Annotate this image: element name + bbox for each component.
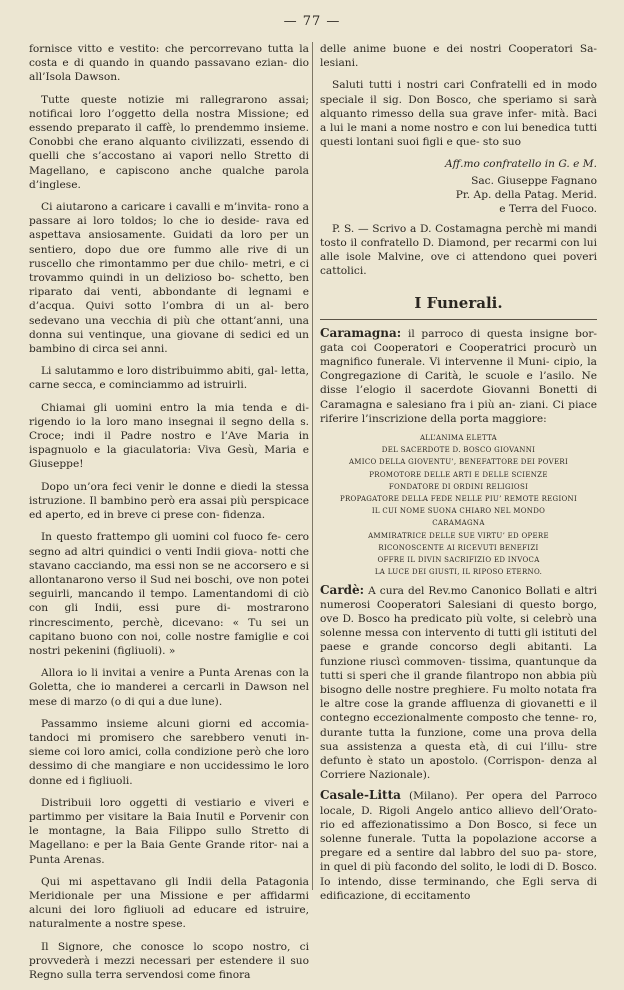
inscription-line: RICONOSCENTE AI RICEVUTI BENEFIZI [378, 543, 539, 552]
funeral-entry [320, 788, 597, 903]
funeral-entry [320, 583, 597, 783]
paragraph: In questo frattempo gli uomini col fuoco fe- cero segno ad altri quindici o venti Indii giova- notti che stavano cacciando, ma essi non se ne accorsero e si allontanarono verso il Sud nei boschi, ove non potei seguirli, mancando il tempo. Lamentandomi di ciò con gli Indii, essi pure di- mostrarono rincrescimento, perchè, dicevano: « Tu sei un capitano buono con noi, colle nostre famiglie e coi nostri pekenini (figliuoli). » [29, 531, 309, 657]
signature-title: e Terra del Fuoco. [499, 202, 597, 215]
paragraph: Tutte queste notizie mi rallegrarono assai; notificai loro l’oggetto della nostra Missione; ed essendo preparato il caffè, lo prendemmo insieme. Conobbi che erano alquanto civilizzati, essendo di quelli che s’accostano ai vapori nello Stretto di Magellano, e capiscono anche qualche parola d’inglese. [29, 93, 309, 191]
paragraph: Ci aiutarono a caricare i cavalli e m’invita- rono a passare ai loro toldos; lo che io deside- rava ed aspettava ansiosamente. Guidati da loro per un sentiero, dopo due ore fummo alle rive di un ruscello che rimontammo per due chilo- metri, e ci trovammo quindi in un delizioso bo- schetto, ben riparato dai venti, abbondante di legnami e d’acqua. Quivi sotto l’ombra di un al- bero sedevano una vecchia di più che ottant’anni, una donna sui ventinque, una giovane di sedici ed un bambino di circa sei anni. [29, 201, 309, 356]
inscription-line: AMICO DELLA GIOVENTU’, BENEFATTORE DEI POVERI [348, 458, 569, 467]
postscript: P. S. — Scrivo a D. Costamagna perchè mi mandi tosto il confratello D. Diamond, per recarmi con lui alle isole Malvine, ove ci attendono quei poveri cattolici. [320, 222, 597, 278]
inscription-line: PROPAGATORE DELLA FEDE NELLE PIU’ REMOTE REGIONI [339, 495, 578, 504]
paragraph: Li salutammo e loro distribuimmo abiti, gal- letta, carne secca, e cominciammo ad istruirli. [29, 365, 309, 392]
paragraph: delle anime buone e dei nostri Cooperatori Sa- lesiani. [320, 43, 597, 70]
inscription-line: DEL SACERDOTE D. BOSCO GIOVANNI [381, 446, 536, 455]
paragraph: Saluti tutti i nostri cari Confratelli ed in modo speciale il sig. Don Bosco, che speriamo si sarà alquanto rimesso della sua grave infer- mità. Baci a lui le mani a nome nostro e con lui benedica tutti questi lontani suoi figli e que- sto suo [320, 79, 597, 149]
entry-text: (Milano). Per opera del Parroco locale, D. Rigoli Angelo antico allievo dell’Orato- rio ed affezionatissimo a Don Bosco, si fece un solenne funerale. Tutta la popolazione accorse a pregare ed a sentire dal labbro del suo pa- store, in quel di più facondo del solito, le lodi di D. Bosco. Io intendo, disse terminando, che Egli serva di edificazione, di eccitamento [320, 790, 597, 902]
right-column [320, 42, 597, 909]
paragraph: Dopo un’ora feci venir le donne e diedi la stessa istruzione. Il bambino però era assai più perspicace ed aperto, ed in breve ci prese con- fidenza. [29, 480, 309, 522]
inscription-line: AMMIRATRICE DELLE SUE VIRTU’ ED OPERE [368, 531, 549, 540]
paragraph: Il Signore, che conosce lo scopo nostro, ci provvederà i mezzi necessari per estendere il suo Regno sulla terra servendosi come finora [29, 940, 309, 981]
entry-place: Casale-Litta [320, 788, 401, 803]
inscription-line: CARAMAGNA [432, 519, 485, 528]
entry-text: il parroco di questa insigne bor- gata coi Cooperatori e Cooperatrici procurò un magnifico funerale. Vi intervenne il Muni- cipio, la Congregazione di Carità, le scuole e l’asilo. Ne disse l’elogio il sacerdote Giovanni Bonetti di Caramagna e salesiano fra i più an- ziani. Ci piace riferire l’inscrizione della porta maggiore: [320, 327, 597, 425]
inscription-line: OFFRE IL DIVIN SACRIFIZIO ED INVOCA [377, 556, 540, 565]
inscription-line: PROMOTORE DELLE ARTI E DELLE SCIENZE [369, 470, 548, 479]
paragraph: Chiamai gli uomini entro la mia tenda e di- rigendo io la loro mano insegnai il segno della s. Croce; indi il Padre nostro e l’Ave Maria in ispagnuolo e la giaculatoria: Viva Gesù, Maria e Giuseppe! [29, 401, 309, 471]
inscription-line: LA LUCE DEI GIUSTI, IL RIPOSO ETERNO. [374, 568, 543, 577]
inscription-line: FONDATORE DI ORDINI RELIGIOSI [388, 482, 529, 491]
paragraph: Allora io li invitai a venire a Punta Arenas con la Goletta, che io manderei a cercarli in Dawson nel mese di marzo (o di qui a due lune). [29, 667, 309, 708]
inscription-line: ALL’ANIMA ELETTA [419, 434, 498, 443]
section-rule [320, 319, 597, 320]
entry-place: Caramagna: [320, 325, 402, 340]
paragraph: Qui mi aspettavano gli Indii della Patagonia Meridionale per una Missione e per affidarmi alcuni dei loro figliuoli ad educare ed istruire, naturalmente a nostre spese. [29, 875, 309, 931]
signature-title: Pr. Ap. della Patag. Merid. [455, 188, 597, 201]
entry-place: Cardè: [320, 582, 365, 597]
section-title: I Funerali. [414, 294, 503, 313]
paragraph: Passammo insieme alcuni giorni ed accomia- tandoci mi promisero che sarebbero venuti in- sieme coi loro amici, colla condizione però che loro dessimo di che mangiare e non uccidessimo le loro donne ed i figliuoli. [29, 717, 309, 787]
entry-text: A cura del Rev.mo Canonico Bollati e altri numerosi Cooperatori Salesiani di questo borgo, ove D. Bosco ha predicato più volte, si celebrò una solenne messa con intervento di tutti gli istituti del paese e grande concorso degli abitanti. La funzione riuscì commoven- tissima, quantunque da tutti si speri che il grande filantropo non abbia più bisogno delle nostre preghiere. Fu molto notata fra le altre cose la grande affluenza di giovanetti e il contegno eccezionalmente composto che tenne- ro, durante tutta la funzione, come una prova della sua assistenza a questa età, di cui l’illu- stre defunto è stato un apostolo. (Corrispon- denza al Corriere Nazionale). [320, 584, 597, 782]
left-column [29, 42, 309, 990]
inscription-line: IL CUI NOME SUONA CHIARO NEL MONDO [371, 507, 546, 516]
inscription [320, 432, 597, 578]
signature-name: Sac. Giuseppe Fagnano [471, 174, 597, 187]
paragraph: fornisce vitto e vestito: che percorrevano tutta la costa e di quando in quando passavano ezian- dio all’Isola Dawson. [29, 43, 309, 84]
letter-closing: Aff.mo confratello in G. e M. [444, 158, 597, 171]
paragraph: Distribuii loro oggetti di vestiario e viveri e partimmo per visitare la Baia Inutil e Porvenir con le montagne, la Baia Filippo sullo Stretto di Magellano: e per la Baia Gente Grande ritor- nai a Punta Arenas. [29, 796, 309, 866]
page-number: — 77 — [283, 14, 341, 29]
funeral-entry [320, 326, 597, 426]
column-divider [312, 42, 313, 890]
